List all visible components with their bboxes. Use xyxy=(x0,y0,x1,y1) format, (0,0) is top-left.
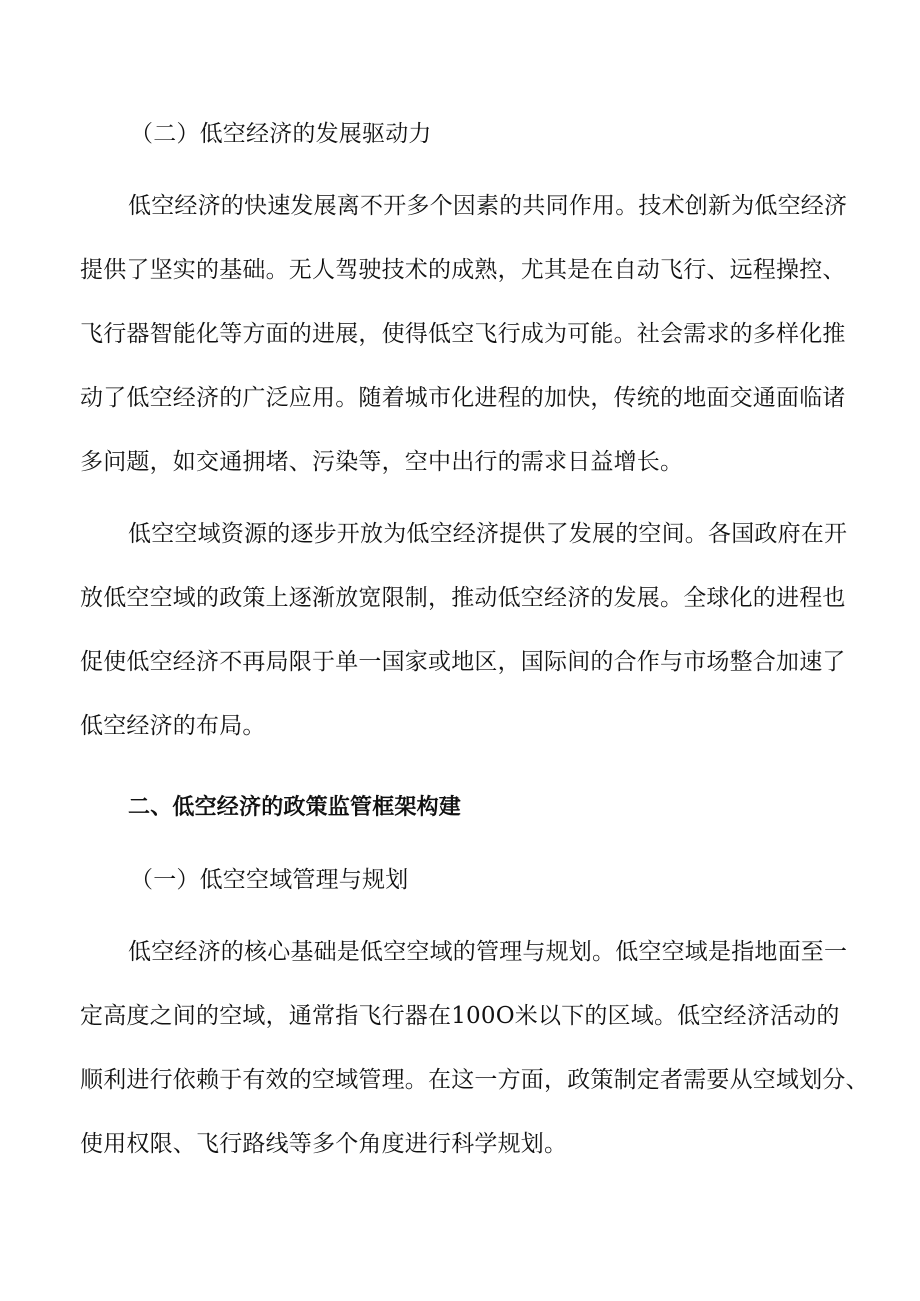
subsection-heading: （二）低空经济的发展驱动力 xyxy=(130,121,432,147)
paragraph-line: 放低空空域的政策上逐渐放宽限制，推动低空经济的发展。全球化的进程也 xyxy=(80,585,846,611)
paragraph-line: 低空经济的快速发展离不开多个因素的共同作用。技术创新为低空经济 xyxy=(128,193,848,219)
paragraph-line: 使用权限、飞行路线等多个角度进行科学规划。 xyxy=(80,1131,568,1157)
paragraph-line: 飞行器智能化等方面的进展，使得低空飞行成为可能。社会需求的多样化推 xyxy=(80,321,846,347)
paragraph-line: 多问题，如交通拥堵、污染等，空中出行的需求日益增长。 xyxy=(80,449,684,475)
paragraph-line: 提供了坚实的基础。无人驾驶技术的成熟，尤其是在自动飞行、远程操控、 xyxy=(80,257,846,283)
subsection-heading: （一）低空空域管理与规划 xyxy=(130,867,409,893)
paragraph-line: 低空经济的布局。 xyxy=(80,713,266,739)
paragraph-line: 定高度之间的空域，通常指飞行器在100O米以下的区域。低空经济活动的 xyxy=(80,1003,840,1029)
paragraph-line: 顺利进行依赖于有效的空域管理。在这一方面，政策制定者需要从空域划分、 xyxy=(80,1067,869,1093)
paragraph-line: 动了低空经济的广泛应用。随着城市化进程的加快，传统的地面交通面临诸 xyxy=(80,385,846,411)
paragraph-line: 促使低空经济不再局限于单一国家或地区，国际间的合作与市场整合加速了 xyxy=(80,649,846,675)
section-heading: 二、低空经济的政策监管框架构建 xyxy=(128,795,462,820)
paragraph-line: 低空空域资源的逐步开放为低空经济提供了发展的空间。各国政府在开 xyxy=(128,521,848,547)
paragraph-line: 低空经济的核心基础是低空空域的管理与规划。低空空域是指地面至一 xyxy=(128,939,848,965)
